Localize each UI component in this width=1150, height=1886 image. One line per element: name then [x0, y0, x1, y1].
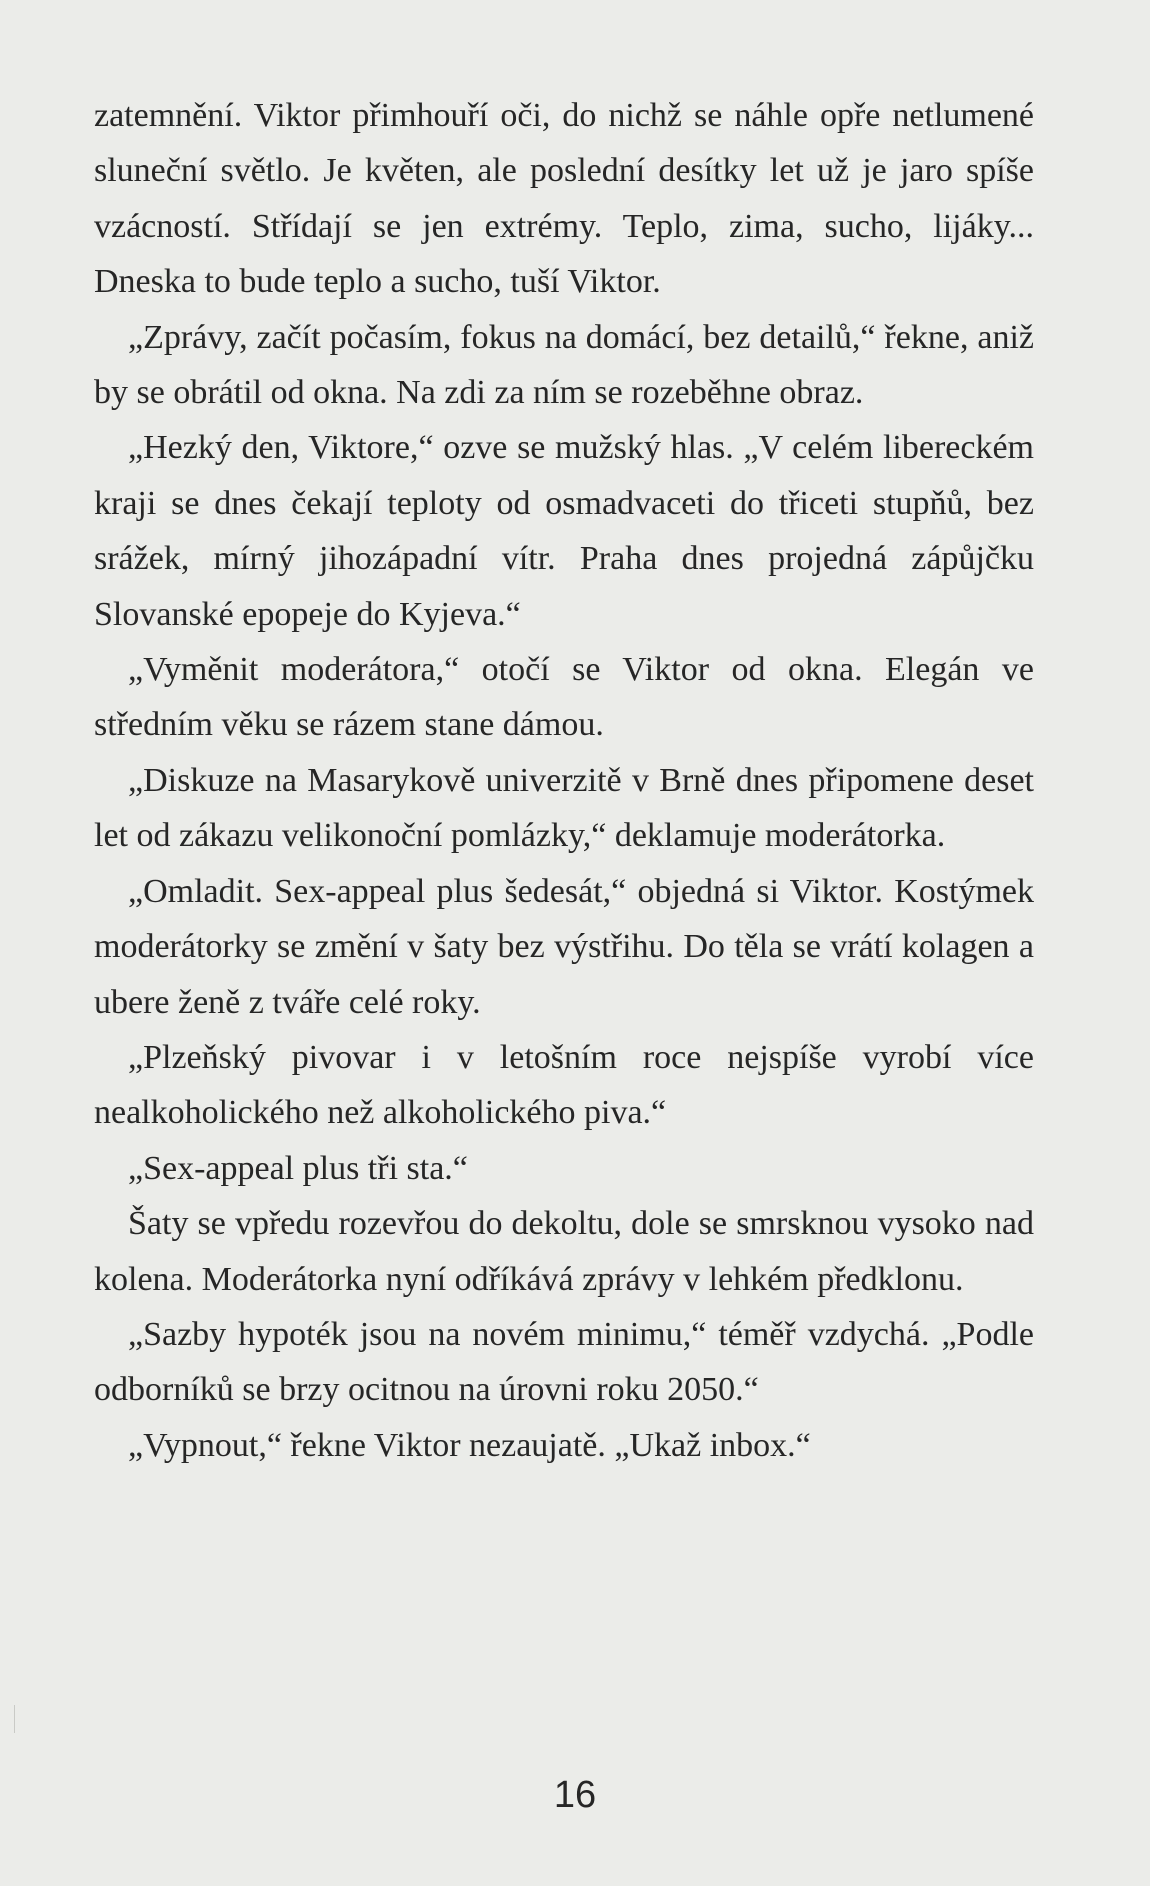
- page-edge-mark: [14, 1705, 15, 1733]
- paragraph-6: „Omladit. Sex-appeal plus šedesát,“ objedná si Viktor. Kostýmek moderátorky se změní v šaty bez výstřihu. Do těla se vrátí kolagen a ubere ženě z tváře celé roky.: [94, 872, 1034, 1021]
- paragraph-1: zatemnění. Viktor přimhouří oči, do nichž se náhle opře netlumené sluneční světlo. Je květen, ale poslední desítky let už je jaro spíše vzácností. Střídají se jen extrémy. Teplo, zima, sucho, lijáky... Dneska to bude teplo a sucho, tuší Viktor.: [94, 97, 1034, 301]
- paragraph-3: „Hezký den, Viktore,“ ozve se mužský hlas. „V celém libereckém kraji se dnes čekají teploty od osmadvaceti do třiceti stupňů, bez srážek, mírný jihozápadní vítr. Praha dnes projedná zápůjčku Slovanské epopeje do Kyjeva.“: [94, 429, 1034, 633]
- paragraph-8: „Sex-appeal plus tři sta.“: [128, 1149, 468, 1187]
- page-number: 16: [553, 1774, 597, 1816]
- paragraph-10: „Sazby hypoték jsou na novém minimu,“ téměř vzdychá. „Podle odborníků se brzy ocitnou na úrovni roku 2050.“: [94, 1315, 1034, 1409]
- paragraph-7: „Plzeňský pivovar i v letošním roce nejspíše vyrobí více nealkoholického než alkoholického piva.“: [94, 1038, 1034, 1132]
- paragraph-5: „Diskuze na Masarykově univerzitě v Brně dnes připomene deset let od zákazu velikonoční pomlázky,“ deklamuje moderátorka.: [94, 761, 1034, 855]
- paragraph-11: „Vypnout,“ řekne Viktor nezaujatě. „Ukaž inbox.“: [128, 1426, 811, 1464]
- body-text: [94, 88, 1034, 1473]
- paragraph-9: Šaty se vpředu rozevřou do dekoltu, dole se smrsknou vysoko nad kolena. Moderátorka nyní odříkává zprávy v lehkém předklonu.: [94, 1205, 1034, 1298]
- paragraph-2: „Zprávy, začít počasím, fokus na domácí, bez detailů,“ řekne, aniž by se obrátil od okna. Na zdi za ním se rozeběhne obraz.: [94, 318, 1034, 412]
- paragraph-4: „Vyměnit moderátora,“ otočí se Viktor od okna. Elegán ve středním věku se rázem stane dámou.: [94, 651, 1034, 744]
